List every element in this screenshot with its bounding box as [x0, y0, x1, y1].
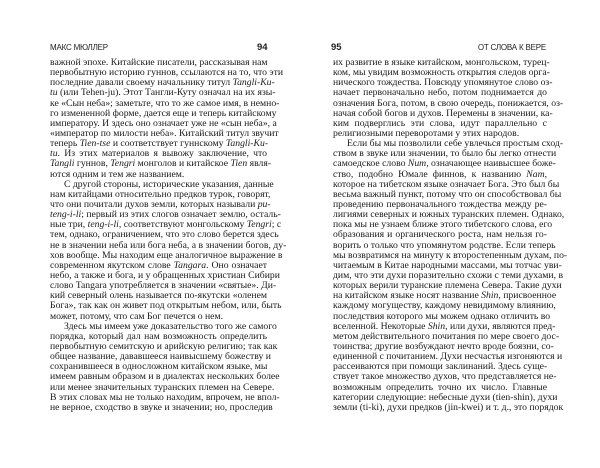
italic-term: teng-i-li — [50, 209, 82, 221]
text-run: мы возвратимся на минуту к второстепенным духам, по- — [333, 249, 568, 261]
text-line — [50, 401, 273, 413]
text-run: нического тождества. Повсюду упомянутое слово оз- — [333, 77, 553, 89]
text-run: земли (ti-ki), духи предков (jin-kwei) и т. д., это порядок — [333, 401, 564, 413]
text-run: не верное, сходство в звуке и значении; но, проследив — [50, 401, 273, 413]
text-run: , соответствуют монгольскому — [118, 219, 247, 231]
text-run: проведению первоначального тождества между ре- — [333, 198, 547, 210]
text-run: единенной с почитанием. Духи несчастья изгоняются и — [333, 351, 563, 363]
text-run: ке «Сын неба»; заметьте, что то же самое имя, в немно- — [50, 97, 280, 109]
text-run: императору. И здесь оно означает уже не «сын неба», а — [50, 117, 277, 129]
text-run: последствия которого мы можем однако отличить во — [333, 310, 551, 322]
text-run: В этих словах мы не только находим, впрочем, не впол- — [50, 391, 280, 403]
text-run: явля- — [247, 158, 272, 170]
italic-term: Tengri — [246, 219, 272, 231]
text-run: ; первый из этих слогов означает землю, осталь- — [81, 209, 281, 221]
text-run: монголов и китайское — [135, 158, 231, 170]
text-run: «император по милости неба». Китайский титул звучит — [50, 127, 279, 139]
text-run: слово Tangara употребляется в значении «святые». Ди- — [50, 280, 277, 292]
text-run: и соответствует гуннскому — [110, 138, 226, 150]
text-run: Бога», так как он живет под открытым небом, или, быть — [50, 300, 282, 312]
italic-term: Tengri — [110, 158, 136, 170]
text-run: нам китайцами относительно предков турок, говорят, — [50, 188, 271, 200]
italic-term: Tangli-Ku- — [225, 138, 269, 150]
text-run: первобытную семитскую и арийскую религию; так как — [50, 340, 278, 352]
text-run: ; с — [271, 219, 282, 231]
text-run: дим, что эти духи поразительно схожи с теми духами, в — [333, 269, 564, 281]
text-run: пока мы не узнаем ближе этого тибетского слова, его — [333, 219, 553, 231]
text-run: первобытную историю гуннов, ссылаются на то, что эти — [50, 67, 284, 79]
text-run: не в значении неба или бога неба, а в значении богов, ду- — [50, 239, 287, 251]
text-run: ство, подобно Юмале финнов, к названию — [333, 168, 527, 180]
text-run: тоинства; другие возбуждают нечто вроде боязни, со- — [333, 340, 554, 352]
text-run: рассеиваются при помощи заклинаний. Здесь суще- — [333, 361, 548, 373]
text-run: читаемым в Китае народными массами, мы тотчас уви- — [333, 259, 562, 271]
text-run: , присвоенное — [498, 290, 557, 302]
text-run: каждому могуществу, каждому невидимому влиянию, — [333, 300, 556, 312]
italic-term: Nam — [526, 168, 545, 180]
italic-term: Tien — [230, 158, 248, 170]
running-head: ОТ СЛОВА К ВЕРЕ — [477, 43, 546, 52]
text-run: ные три, — [50, 219, 88, 231]
text-run: общее название, дававшееся наивысшему божеству и — [50, 351, 271, 363]
italic-term: Num — [407, 158, 427, 170]
text-run: ком, мы увидим возможность открытия следов орга- — [333, 67, 550, 79]
text-run: что они почитали духов земли, которых называли — [50, 198, 258, 210]
text-run: начает первоначально небо, потом поднимается до — [333, 87, 547, 99]
text-run: . Оно означает — [206, 259, 267, 271]
text-run: , означающее наивысшее боже- — [426, 158, 556, 170]
italic-term: Tangara — [173, 259, 207, 271]
page-number: 95 — [331, 42, 342, 53]
page-body — [333, 57, 568, 413]
text-run: ворить о только что упомянутом родстве. Если теперь — [333, 239, 556, 251]
text-run: го измененной форме, дается еще и теперь китайскому — [50, 107, 277, 119]
text-run: порядка, который дал нам возможность определить — [50, 330, 267, 342]
text-run: Здесь мы имеем уже доказательство того же самого — [64, 320, 277, 332]
text-run: или менее значительных туранских племен на Севере. — [50, 381, 275, 393]
text-run: которых верили туранские племена Севера. Такие духи — [333, 280, 562, 292]
italic-term: Shin — [481, 290, 499, 302]
text-run: означения Бога, потом, в свою очередь, понижается, оз- — [333, 97, 564, 109]
text-run: ким подверглись эти слова, идут параллельно с — [333, 117, 547, 129]
text-run: последние давали своему начальнику титул — [50, 77, 233, 89]
italic-term: Tangli-Ku- — [232, 77, 275, 89]
text-run: С другой стороны, исторические указания, данные — [64, 178, 274, 190]
text-run: образования и органического роста, нам нельзя го- — [333, 229, 547, 241]
text-run: самоедское слово — [333, 158, 408, 170]
text-run: метом действительного почитания по мере своего дос- — [333, 330, 560, 342]
text-run: , или духи, являются пред- — [445, 320, 556, 332]
text-run: теперь — [50, 138, 80, 150]
text-run: , — [544, 168, 547, 180]
text-run: ются одним и тем же названием. — [50, 168, 185, 180]
italic-term: teng-i-li — [87, 219, 119, 231]
text-run: Если бы мы позволили себе увлечься простым сход- — [347, 138, 564, 150]
italic-term: Tien-tse — [79, 138, 111, 150]
text-run: религиозными переворотами у этих народов. — [333, 127, 520, 139]
text-run: (или Tehen-ju). Этот Тангли-Куту означал на их язы- — [57, 87, 276, 99]
text-run: . Из этих материалов я вывожу заключение, что — [57, 148, 267, 160]
text-run: сохранившееся в односложном китайском языке, мы — [50, 361, 268, 373]
italic-term: tu — [50, 148, 58, 160]
right-page — [300, 0, 600, 468]
page-body — [50, 57, 287, 413]
text-run: вселенной. Некоторые — [333, 320, 428, 332]
text-run: ством в звуке или значении, то было бы легко отнести — [333, 148, 557, 160]
text-run: которое на тибетском языке означает Бога. Это был бы — [333, 178, 560, 190]
italic-term: pu- — [257, 198, 271, 210]
text-run: важной эпохе. Китайские писатели, рассказывая нам — [50, 57, 268, 68]
text-run: категории следующие: небесные духи (tien-shin), духи — [333, 391, 558, 403]
text-run: начая собой богов и духов. Перемены в значении, ка- — [333, 107, 553, 119]
text-run: ствует такое множество духов, что представляется не- — [333, 371, 557, 383]
text-run: кий северный олень называется по-якутски «оленем — [50, 290, 267, 302]
italic-term: Shin — [427, 320, 446, 332]
running-head: МАКС МЮЛЛЕР — [50, 43, 108, 52]
text-run: может, потому, что сам Бог печется о нем. — [50, 310, 224, 322]
text-run: весьма важный пункт, потому что он способствовал бы — [333, 188, 562, 200]
text-run: современном якутском слове — [50, 259, 174, 271]
text-run: тем, однако, ограничением, что это слово берется здесь — [50, 229, 279, 241]
text-run: небо, а также и бога, и у обращенных христиан Сибири — [50, 269, 280, 281]
text-run: возможным определить точно их число. Главные — [333, 381, 547, 393]
text-run: лигиями северных и южных туранских племен. Однако, — [333, 209, 565, 221]
italic-term: Tangli — [50, 158, 75, 170]
text-run: имеем равным образом и в диалектах нескольких более — [50, 371, 280, 383]
text-run: на китайском языке носят название — [333, 290, 482, 302]
text-run: гуннов, — [74, 158, 111, 170]
text-line — [333, 401, 564, 413]
page-number: 94 — [257, 42, 268, 53]
text-run: хов вообще. Мы находим еще аналогичное выражение в — [50, 249, 283, 261]
italic-term: tu — [50, 87, 58, 99]
text-run: их развитие в языке китайском, монгольском, турец- — [333, 57, 550, 68]
